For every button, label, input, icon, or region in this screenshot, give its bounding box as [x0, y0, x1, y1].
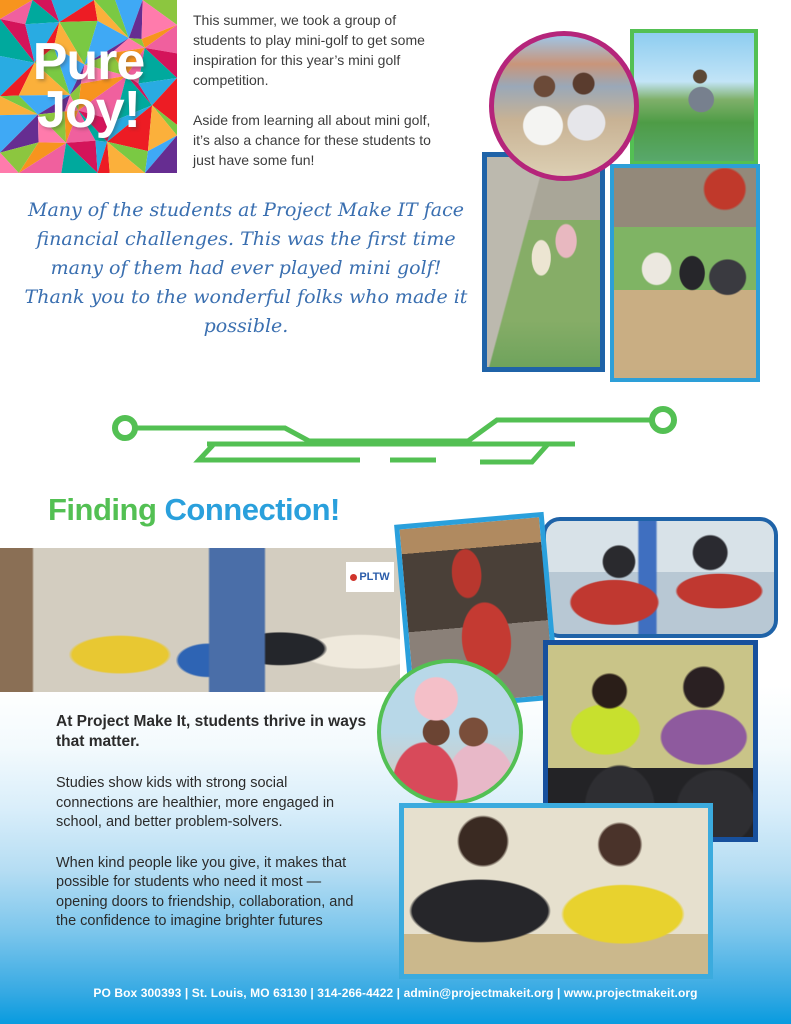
intro-text [193, 10, 451, 190]
photo-minigolf-putting [630, 29, 758, 165]
pltw-sign [346, 562, 394, 592]
heading-finding: Finding [48, 492, 157, 527]
connection-intro-bold: At Project Make It, students thrive in ways that matter. [56, 713, 367, 750]
connection-paragraph-1: Studies show kids with strong social connections are healthier, more engaged in school, and better problem-solvers. [56, 775, 335, 830]
pure-joy-line2: Joy! [37, 80, 140, 139]
script-note: Many of the students at Project Make IT face financial challenges. This was the first time many of them had ever played mini golf! Thank you to the wonderful folks who made it possible. [24, 199, 468, 337]
photo-minigolf-course [482, 152, 605, 372]
intro-paragraph-1: This summer, we took a group of students to play mini-golf to get some inspiration for this year’s mini golf competition. [193, 12, 425, 88]
footer-contact-text: PO Box 300393 | St. Louis, MO 63130 | 314-266-4422 | admin@projectmakeit.org | www.projectmakeit.org [93, 986, 698, 1000]
photo-girls-bows-circle [377, 659, 523, 805]
footer [0, 986, 791, 1000]
pltw-logo-icon [350, 574, 357, 581]
heading-connection: Connection! [164, 492, 340, 527]
pure-joy-box [0, 0, 177, 173]
connection-paragraph-2: When kind people like you give, it makes that possible for students who need it most —opening doors to friendship, collaboration, and the confidence to imagine brighter futures [56, 854, 354, 929]
intro-paragraph-2: Aside from learning all about mini golf, it’s also a chance for these students to just have some fun! [193, 112, 431, 168]
photo-boys-working [542, 517, 778, 638]
circuit-divider [95, 400, 695, 472]
pltw-sign-text: PLTW [359, 571, 390, 583]
photo-two-students [399, 803, 713, 979]
section-heading [48, 492, 340, 528]
pure-joy-title [0, 0, 177, 173]
photo-classroom-group [0, 548, 400, 692]
pure-joy-line1: Pure [32, 32, 145, 91]
connection-text [56, 712, 368, 953]
photo-minigolf-pair-circle [489, 31, 639, 181]
photo-minigolf-group [610, 164, 760, 382]
